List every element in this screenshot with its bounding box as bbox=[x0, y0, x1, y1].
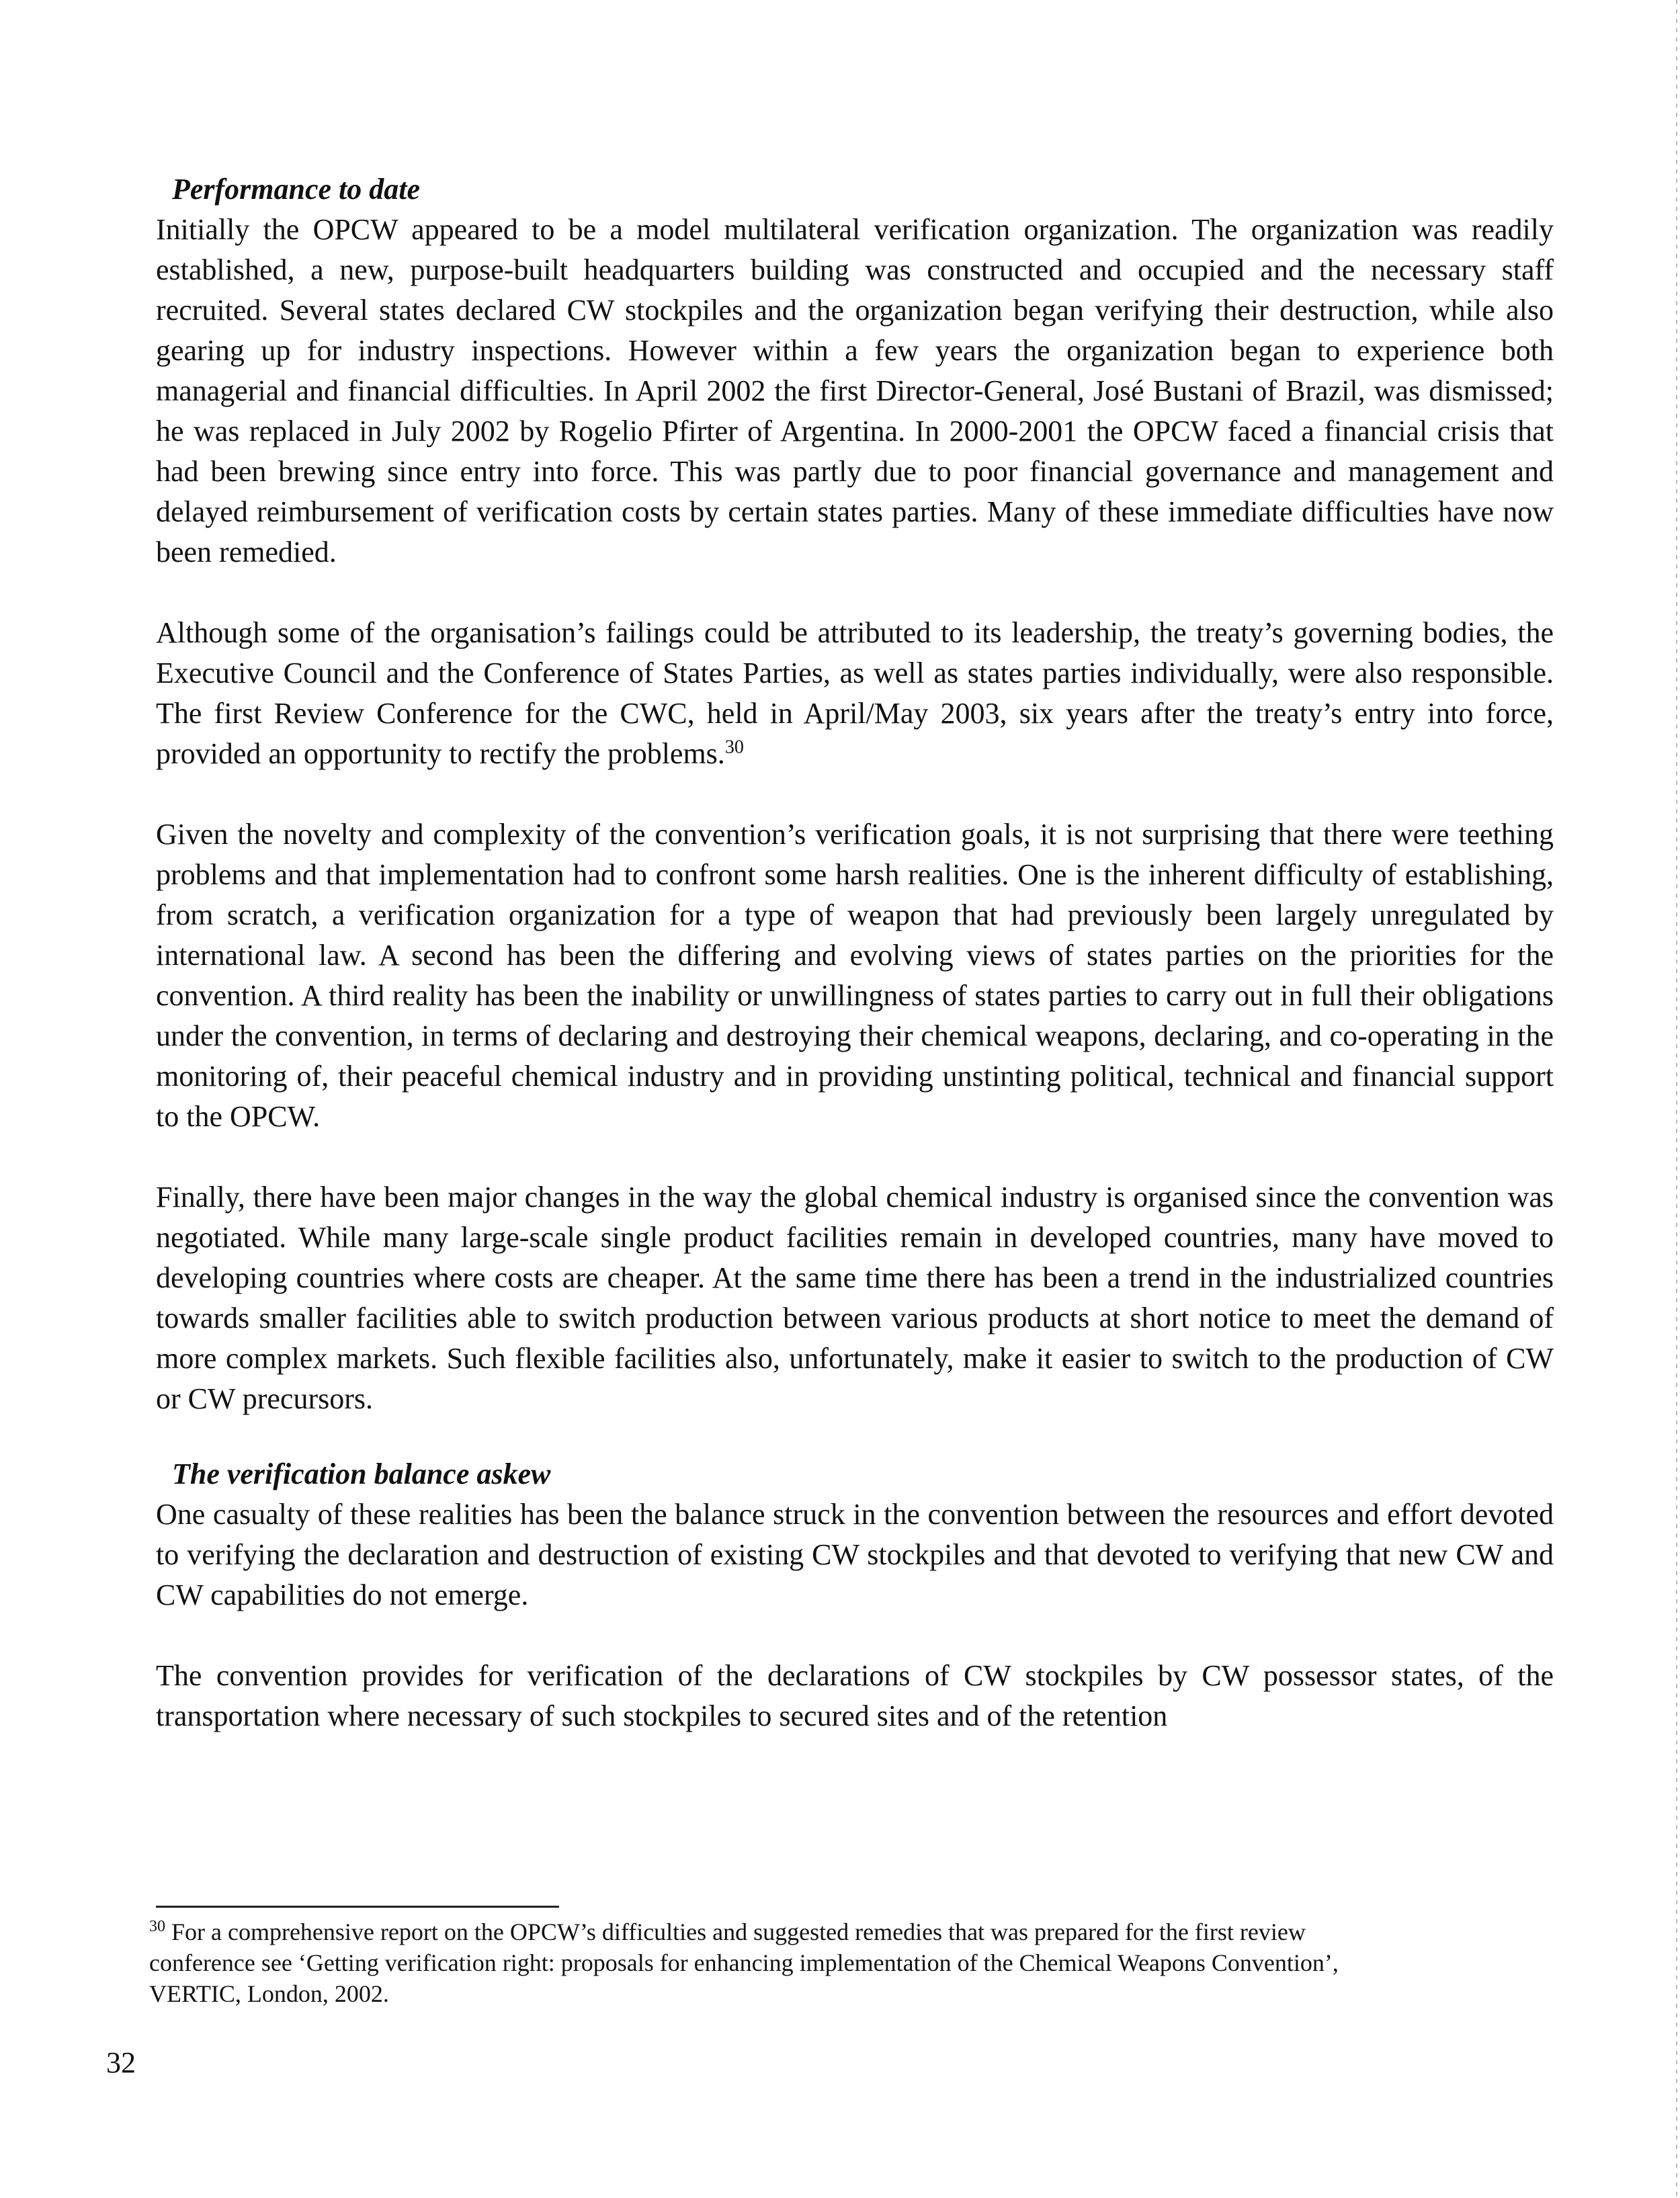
footnote-text: For a comprehensive report on the OPCW’s difficulties and suggested remedies that was prepared for the first review conference see ‘Getting verification right: proposals for enhancing implementation of the Chemical Weapons Convention’, VERTIC, London, 2002. bbox=[149, 1918, 1339, 2007]
footnote-reference: 30 bbox=[724, 736, 744, 758]
paragraph-4: Finally, there have been major changes in the way the global chemical industry is organised since the convention was negotiated. While many large-scale single product facilities remain in developed countries, many have moved to developing countries where costs are cheaper. At the same time there has been a trend in the industrialized countries towards smaller facilities able to switch production between various products at short notice to meet the demand of more complex markets. Such flexible facilities also, unfortunately, make it easier to switch to the production of CW or CW precursors. bbox=[156, 1181, 1554, 1415]
paragraph-5: One casualty of these realities has been the balance struck in the convention between the resources and effort devoted to verifying the declaration and destruction of existing CW stockpiles and that devoted to verifying that new CW and CW capabilities do not emerge. bbox=[156, 1498, 1554, 1611]
footnote-number: 30 bbox=[149, 1918, 165, 1935]
paragraph-1: Initially the OPCW appeared to be a model multilateral verification organization. The organization was readily established, a new, purpose-built headquarters building was constructed and occupied and the necessary staff recruited. Several states declared CW stockpiles and the organization began verifying their destruction, while also gearing up for industry inspections. However within a few years the organization began to experience both managerial and financial difficulties. In April 2002 the first Director-General, José Bustani of Brazil, was dismissed; he was replaced in July 2002 by Rogelio Pfirter of Argentina. In 2000-2001 the OPCW faced a financial crisis that had been brewing since entry into force. This was partly due to poor financial governance and management and delayed reimbursement of verification costs by certain states parties. Many of these immediate difficulties have now been remedied. bbox=[156, 213, 1554, 568]
section-heading-performance: Performance to date bbox=[172, 173, 421, 206]
paragraph-2 bbox=[156, 613, 1554, 774]
paragraph-3: Given the novelty and complexity of the convention’s verification goals, it is not surprising that there were teething problems and that implementation had to confront some harsh realities. One is the inherent difficulty of establishing, from scratch, a verification organization for a type of weapon that had previously been largely unregulated by international law. A second has been the differing and evolving views of states parties on the priorities for the convention. A third reality has been the inability or unwillingness of states parties to carry out in full their obligations under the convention, in terms of declaring and destroying their chemical weapons, declaring, and co-operating in the monitoring of, their peaceful chemical industry and in providing unstinting political, technical and financial support to the OPCW. bbox=[156, 818, 1554, 1133]
main-text bbox=[156, 169, 1554, 1736]
scan-edge-marks bbox=[1676, 0, 1677, 2198]
footnote bbox=[149, 1916, 1413, 2009]
footnote-divider bbox=[156, 1906, 559, 1908]
paragraph-6: The convention provides for verification of the declarations of CW stockpiles by CW possessor states, of the transportation where necessary of such stockpiles to secured sites and of the retention bbox=[156, 1659, 1554, 1732]
section-heading-verification-balance: The verification balance askew bbox=[172, 1457, 551, 1490]
paragraph-2-text: Although some of the organisation’s failings could be attributed to its leadership, the treaty’s governing bodies, the Executive Council and the Conference of States Parties, as well as states parties individually, were also responsible. The first Review Conference for the CWC, held in April/May 2003, six years after the treaty’s entry into force, provided an opportunity to rectify the problems. bbox=[156, 616, 1554, 770]
page-number: 32 bbox=[106, 2046, 136, 2079]
